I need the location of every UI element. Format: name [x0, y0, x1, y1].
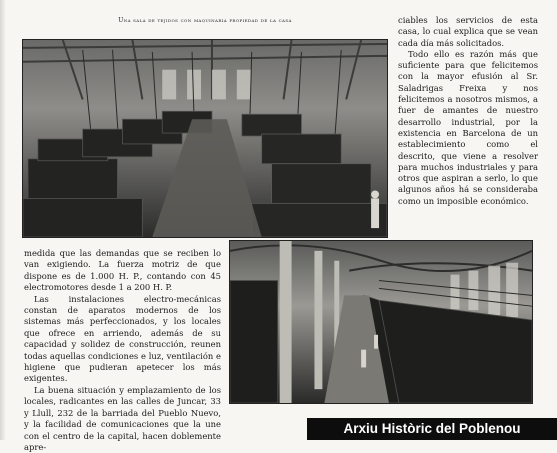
- archive-watermark: Arxiu Històric del Poblenou: [307, 418, 557, 440]
- weaving-hall-illustration: [23, 40, 387, 237]
- weaving-hall-photo: [22, 39, 388, 238]
- left-paragraph-3: La buena situación y emplazamiento de los locales, radicantes en las calles de Juncar, 33 y Llull, 232 de la barriada del Pueblo Nuevo, y la facilidad de comunicaciones que la une con el centro de la capital, hacen doblemente apre-: [24, 384, 221, 452]
- right-paragraph-2: Todo ello es razón más que suficiente para que felicitemos con la mayor efusión al Sr. Saladrigas Freixa y nos felicitemos a nosotros mismos, a fuer de amantes de nuestro desarrollo industrial, por la existencia en Barcelona de un establecimiento como el descrito, que viene a resolver para muchos industriales y para otros que aspiran a serlo, lo que algunos años há se consideraba como un imposible económico.: [398, 48, 538, 206]
- right-text-column: [398, 15, 538, 207]
- left-paragraph-1: medida que las demandas que se reciben lo van exigiendo. La fuerza motriz de que dispone es de 1.000 H. P., contando con 45 electromotores desde 1 a 200 H. P.: [24, 248, 221, 293]
- spinning-hall-illustration: [230, 241, 532, 403]
- right-paragraph-1: ciables los servicios de esta casa, lo cual explica que se vean cada día más solicitados.: [398, 15, 538, 48]
- spinning-hall-photo: [229, 240, 533, 404]
- scan-edge-shadow: [0, 0, 6, 440]
- left-paragraph-2: Las instalaciones electro-mecánicas constan de aparatos modernos de los sistemas más perfeccionados, y los locales que ofrece en arriendo, además de su capacidad y solidez de construcción, reunen todas aquellas condiciones e luz, ventilación e higiene que pudieran apetecer los más exigentes.: [24, 293, 221, 384]
- left-text-column: [24, 248, 221, 453]
- photo-caption: Una sala de tejidos con maquinaria propiedad de la casa: [118, 17, 292, 24]
